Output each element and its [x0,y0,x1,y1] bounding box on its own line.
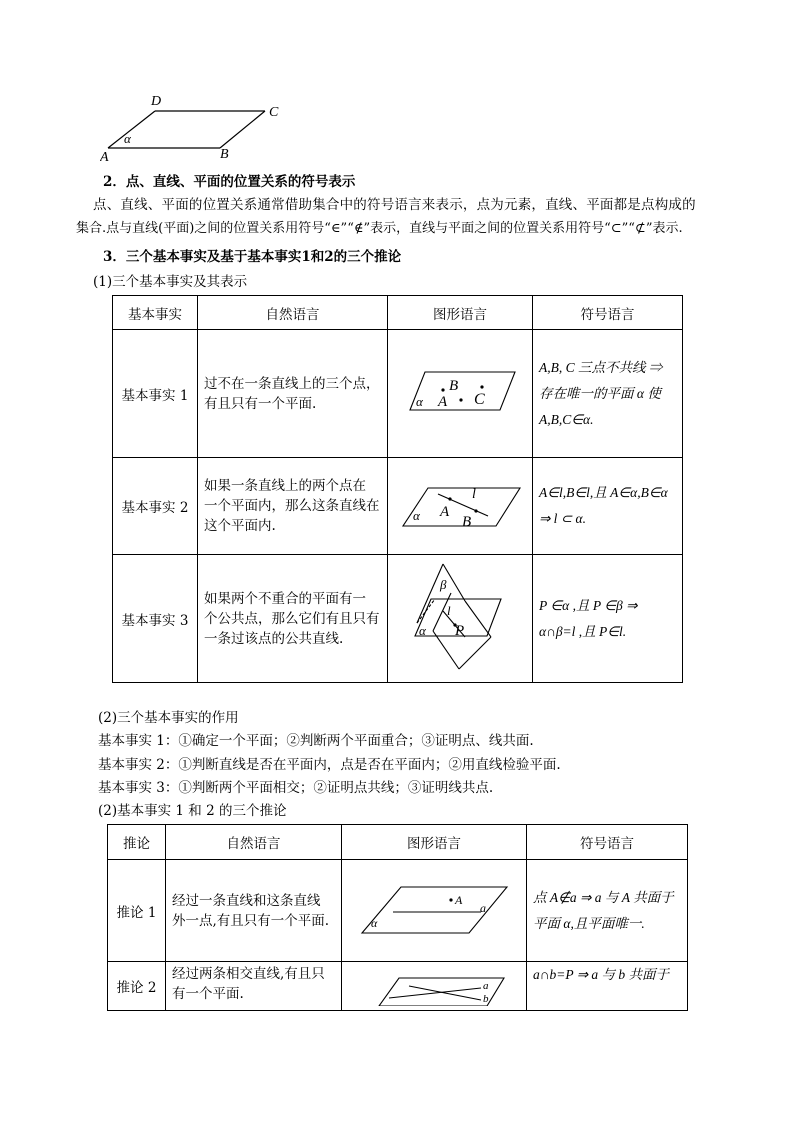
text-line: 有且只有一个平面. [204,395,317,412]
text-line: 一条过该点的公共直线. [204,630,344,647]
label-alpha: α [124,131,131,146]
text-line: 如果两个不重合的平面有一 [204,590,366,607]
row-name: 基本事实 3 [113,555,198,683]
point-A: A [439,504,449,520]
plane-beta: β [440,577,447,592]
line-a: a [480,900,486,915]
col-header: 符号语言 [533,296,683,330]
row-name: 推论 2 [108,962,166,1011]
text-line: 一个平面内，那么这条直线在 [204,498,380,514]
role-line-3: 基本事实 3：①判断两个平面相交；②证明点共线；③证明线共点. [98,780,494,796]
line-and-point-figure [359,879,509,939]
col-header: 基本事实 [113,296,198,330]
text-line: A,B, C 三点不共线 ⇒ [539,359,663,375]
intersecting-planes-figure [405,559,515,674]
figure-cell [388,555,533,683]
text-line: 个公共点，那么它们有且只有 [204,610,380,627]
col-header: 自然语言 [166,825,342,860]
text-line: a∩b=P ⇒ a 与 b 共面于 [533,967,670,982]
plane-alpha: α [419,623,426,638]
text-line: 外一点,有且只有一个平面. [172,912,330,929]
section3-sub3: (2)基本事实 1 和 2 的三个推论 [98,803,287,819]
basic-facts-table [112,295,683,683]
section3-sub1: (1)三个基本事实及其表示 [93,274,248,290]
table-row [113,330,683,458]
section2-line2: 集合.点与直线(平面)之间的位置关系用符号“∈”“∉”表示，直线与平面之间的位置关系用符号“⊂”“⊄”表示. [76,221,683,236]
text-line: 有一个平面. [172,986,244,1002]
plane-alpha: α [416,393,423,409]
point-B: B [461,514,471,530]
natural-language-cell [166,962,342,1011]
text-line: 经过一条直线和这条直线 [172,892,321,909]
symbol-language-cell [527,962,688,1011]
point-P: P [455,623,465,639]
table-row [113,555,683,683]
figure-cell [388,330,533,458]
natural-language-cell [198,330,388,458]
point-B: B [449,377,459,394]
section2-heading: 2．点、直线、平面的位置关系的符号表示 [103,174,356,190]
col-header: 图形语言 [388,296,533,330]
text-line: 平面 α,且平面唯一. [533,915,645,931]
text-line: 经过两条相交直线,有且只 [172,966,325,982]
plane-alpha: α [412,508,420,523]
plane-line-figure [398,474,523,534]
label-B: B [220,147,229,162]
plane-three-points-figure [400,362,520,422]
role-line-1: 基本事实 1：①确定一个平面；②判断两个平面重合；③证明点、线共面. [98,733,534,749]
natural-language-cell [166,860,342,962]
line-l: l [447,603,451,618]
label-C: C [269,105,279,120]
line-a: a [483,980,489,992]
text-line: A∈l,B∈l,且 A∈α,B∈α [539,485,668,500]
symbol-language-cell [533,555,683,683]
role-line-2: 基本事实 2：①判断直线是否在平面内，点是否在平面内；②用直线检验平面. [98,757,561,773]
section2-line1: 点、直线、平面的位置关系通常借助集合中的符号语言来表示，点为元素，直线、平面都是点构成的 [93,197,696,213]
point-C: C [474,390,485,408]
figure-cell [388,458,533,555]
col-header: 图形语言 [342,825,527,860]
col-header: 符号语言 [527,825,688,860]
point-A: A [438,393,448,410]
corollaries-table [107,824,688,1011]
text-line: ⇒ l ⊂ α. [539,511,586,526]
label-D: D [151,94,162,109]
text-line: 如果一条直线上的两个点在 [204,478,366,494]
table-header-row [113,296,683,330]
label-A: A [100,150,109,164]
text-line: 存在唯一的平面 α 使 [539,385,661,401]
line-b: b [483,993,489,1005]
text-line: A,B,C∈α. [539,411,594,427]
text-line: P ∈α ,且 P ∈β ⇒ [539,597,638,613]
natural-language-cell [198,458,388,555]
parallelogram-figure [100,92,300,164]
text-line: α∩β=l ,且 P∈l. [539,623,627,639]
row-name: 基本事实 1 [113,330,198,458]
section3-sub2: (2)三个基本事实的作用 [98,710,239,726]
text-line: 点 A∉a ⇒ a 与 A 共面于 [533,889,674,905]
symbol-language-cell [527,860,688,962]
section3-heading: 3．三个基本事实及基于基本事实1和2的三个推论 [103,249,402,265]
text-line: 这个平面内. [204,518,276,534]
natural-language-cell [198,555,388,683]
table-header-row [108,825,688,860]
row-name: 推论 1 [108,860,166,962]
row-name: 基本事实 2 [113,458,198,555]
line-l: l [471,487,476,502]
col-header: 自然语言 [198,296,388,330]
table-row [113,458,683,555]
col-header: 推论 [108,825,166,860]
point-A: A [455,892,463,907]
table-row [108,860,688,962]
symbol-language-cell [533,458,683,555]
table-row [108,962,688,1011]
plane-alpha: α [371,915,378,930]
intersecting-lines-figure [359,962,509,1006]
figure-cell [342,962,527,1011]
text-line: 过不在一条直线上的三个点， [204,375,380,392]
symbol-language-cell [533,330,683,458]
figure-cell [342,860,527,962]
